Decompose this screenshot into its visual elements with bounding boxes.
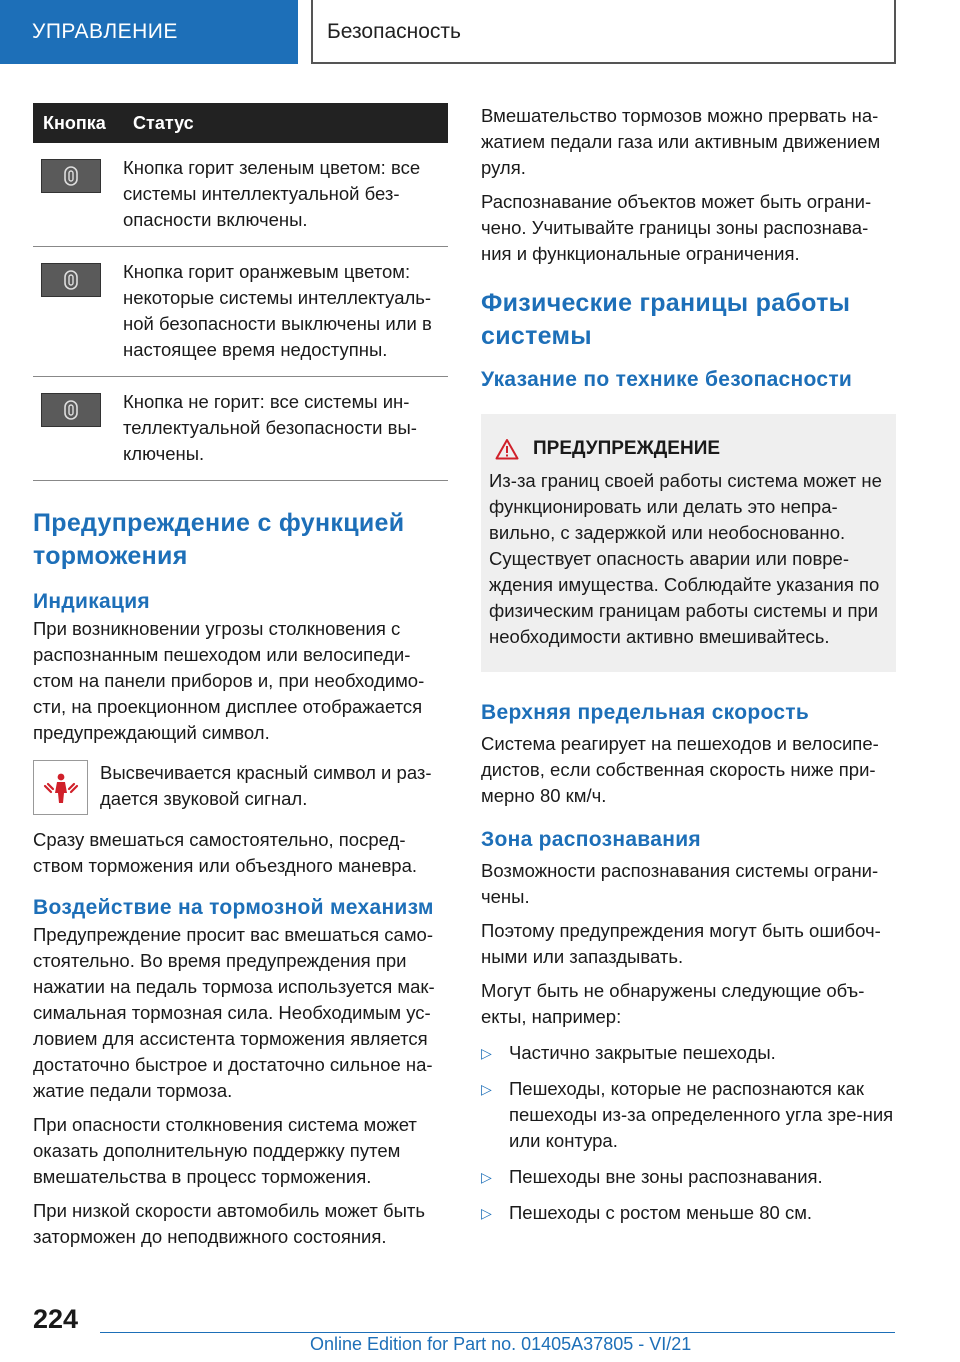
paragraph-speed: Система реагирует на пешеходов и велосипе-дистов, если собственная скорость ниже при-мерно 80 км/ч. [481, 733, 879, 806]
table-row [33, 247, 448, 377]
heading-system-limits: Физические границы работы системы [481, 289, 851, 350]
table-row [33, 143, 448, 247]
table-cell-status: Кнопка горит оранжевым цветом: некоторые системы интеллектуаль-ной безопасности выключены или в настоящее время недоступны. [123, 261, 432, 360]
paragraph-zone-3: Могут быть не обнаружены следующие объ-екты, например: [481, 980, 865, 1027]
safety-button-icon [41, 159, 101, 193]
table-header-button: Кнопка [43, 112, 106, 133]
heading-safety-note: Указание по технике безопасности [481, 368, 853, 391]
list-item: ▷ Частично закрытые пешеходы. [481, 1040, 896, 1066]
paragraph-interrupt: Вмешательство тормозов можно прервать на-жатием педали газа или активным движением руля. [481, 105, 881, 178]
table-cell-status: Кнопка не горит: все системы ин-теллектуальной безопасности вы-ключены. [123, 391, 417, 464]
footer-divider [100, 1332, 895, 1333]
symbol-row [33, 760, 448, 815]
paragraph-zone-1: Возможности распознавания системы ограни-чены. [481, 860, 879, 907]
paragraph-indication: При возникновении угрозы столкновения с распознанным пешеходом или велосипеди-стом на панели приборов и, при необходимо-сти, на проекционном дисплее отображается предупреждающий символ. [33, 618, 425, 743]
paragraph-act: Сразу вмешаться самостоятельно, посред-ством торможения или объездного маневра. [33, 829, 418, 876]
heading-warning-braking: Предупреждение с функцией торможения [33, 509, 405, 570]
heading-indication: Индикация [33, 590, 150, 613]
right-column [481, 103, 896, 1226]
list-item: ▷ Пешеходы вне зоны распознавания. [481, 1164, 896, 1190]
paragraph-limited: Распознавание объектов может быть ограни-чено. Учитывайте границы зоны распознава-ния и функциональные ограничения. [481, 191, 872, 264]
paragraph-brake-3: При низкой скорости автомобиль может быть заторможен до неподвижного состояния. [33, 1200, 426, 1247]
safety-button-icon [41, 263, 101, 297]
list-item: ▷ Пешеходы с ростом меньше 80 см. [481, 1200, 896, 1226]
undetected-list [481, 1040, 896, 1226]
paragraph-brake-1: Предупреждение просит вас вмешаться само-стоятельно. Во время предупреждения при нажатии на педаль тормоза используется мак-симальная тормозная сила. Необходимым ус-ловием для ассистента торможения является достаточно быстрое и достаточно сильное на-жатие педали тормоза. [33, 924, 435, 1101]
warning-title [489, 436, 896, 462]
triangle-bullet-icon: ▷ [481, 1169, 492, 1185]
list-item: ▷ Пешеходы, которые не распознаются как пешеходы из-за определенного угла зре-ния или контура. [481, 1076, 896, 1154]
warning-triangle-icon [495, 438, 519, 460]
footer-edition[interactable]: Online Edition for Part no. 01405A37805 - VI/21 [310, 1334, 692, 1354]
paragraph-brake-2: При опасности столкновения система может оказать дополнительную поддержку путем вмешательства в процесс торможения. [33, 1114, 417, 1187]
heading-upper-speed: Верхняя предельная скорость [481, 701, 810, 724]
table-row [33, 377, 448, 481]
warning-text: Из-за границ своей работы система может не функционировать или делать это непра-вильно, с задержкой или необоснованно. Существует опасность аварии или повре-ждения имущества. Соблюдайте указания по физическим границам работы системы и при необходимости активно вмешивайтесь. [489, 470, 882, 647]
warning-title-text: ПРЕДУПРЕЖДЕНИЕ [533, 438, 721, 459]
paragraph-zone-2: Поэтому предупреждения могут быть ошибоч-ными или запаздывать. [481, 920, 881, 967]
page-number: 224 [33, 1304, 79, 1334]
table-cell-status: Кнопка горит зеленым цветом: все системы интеллектуальной без-опасности включены. [123, 157, 421, 230]
triangle-bullet-icon: ▷ [481, 1205, 492, 1221]
triangle-bullet-icon: ▷ [481, 1045, 492, 1061]
heading-detection-zone: Зона распознавания [481, 828, 701, 851]
table-header [33, 103, 448, 143]
chapter-tab: УПРАВЛЕНИЕ [0, 0, 298, 64]
symbol-description: Высвечивается красный символ и раз-дается звуковой сигнал. [100, 762, 432, 809]
triangle-bullet-icon: ▷ [481, 1081, 492, 1097]
pedestrian-warning-icon [33, 760, 88, 815]
section-title: Безопасность [311, 0, 896, 64]
table-header-status: Статус [133, 112, 194, 133]
left-column [33, 103, 448, 1250]
warning-box [481, 414, 896, 672]
status-table [33, 103, 448, 481]
heading-brake-intervention: Воздействие на тормозной механизм [33, 896, 434, 919]
safety-button-icon [41, 393, 101, 427]
